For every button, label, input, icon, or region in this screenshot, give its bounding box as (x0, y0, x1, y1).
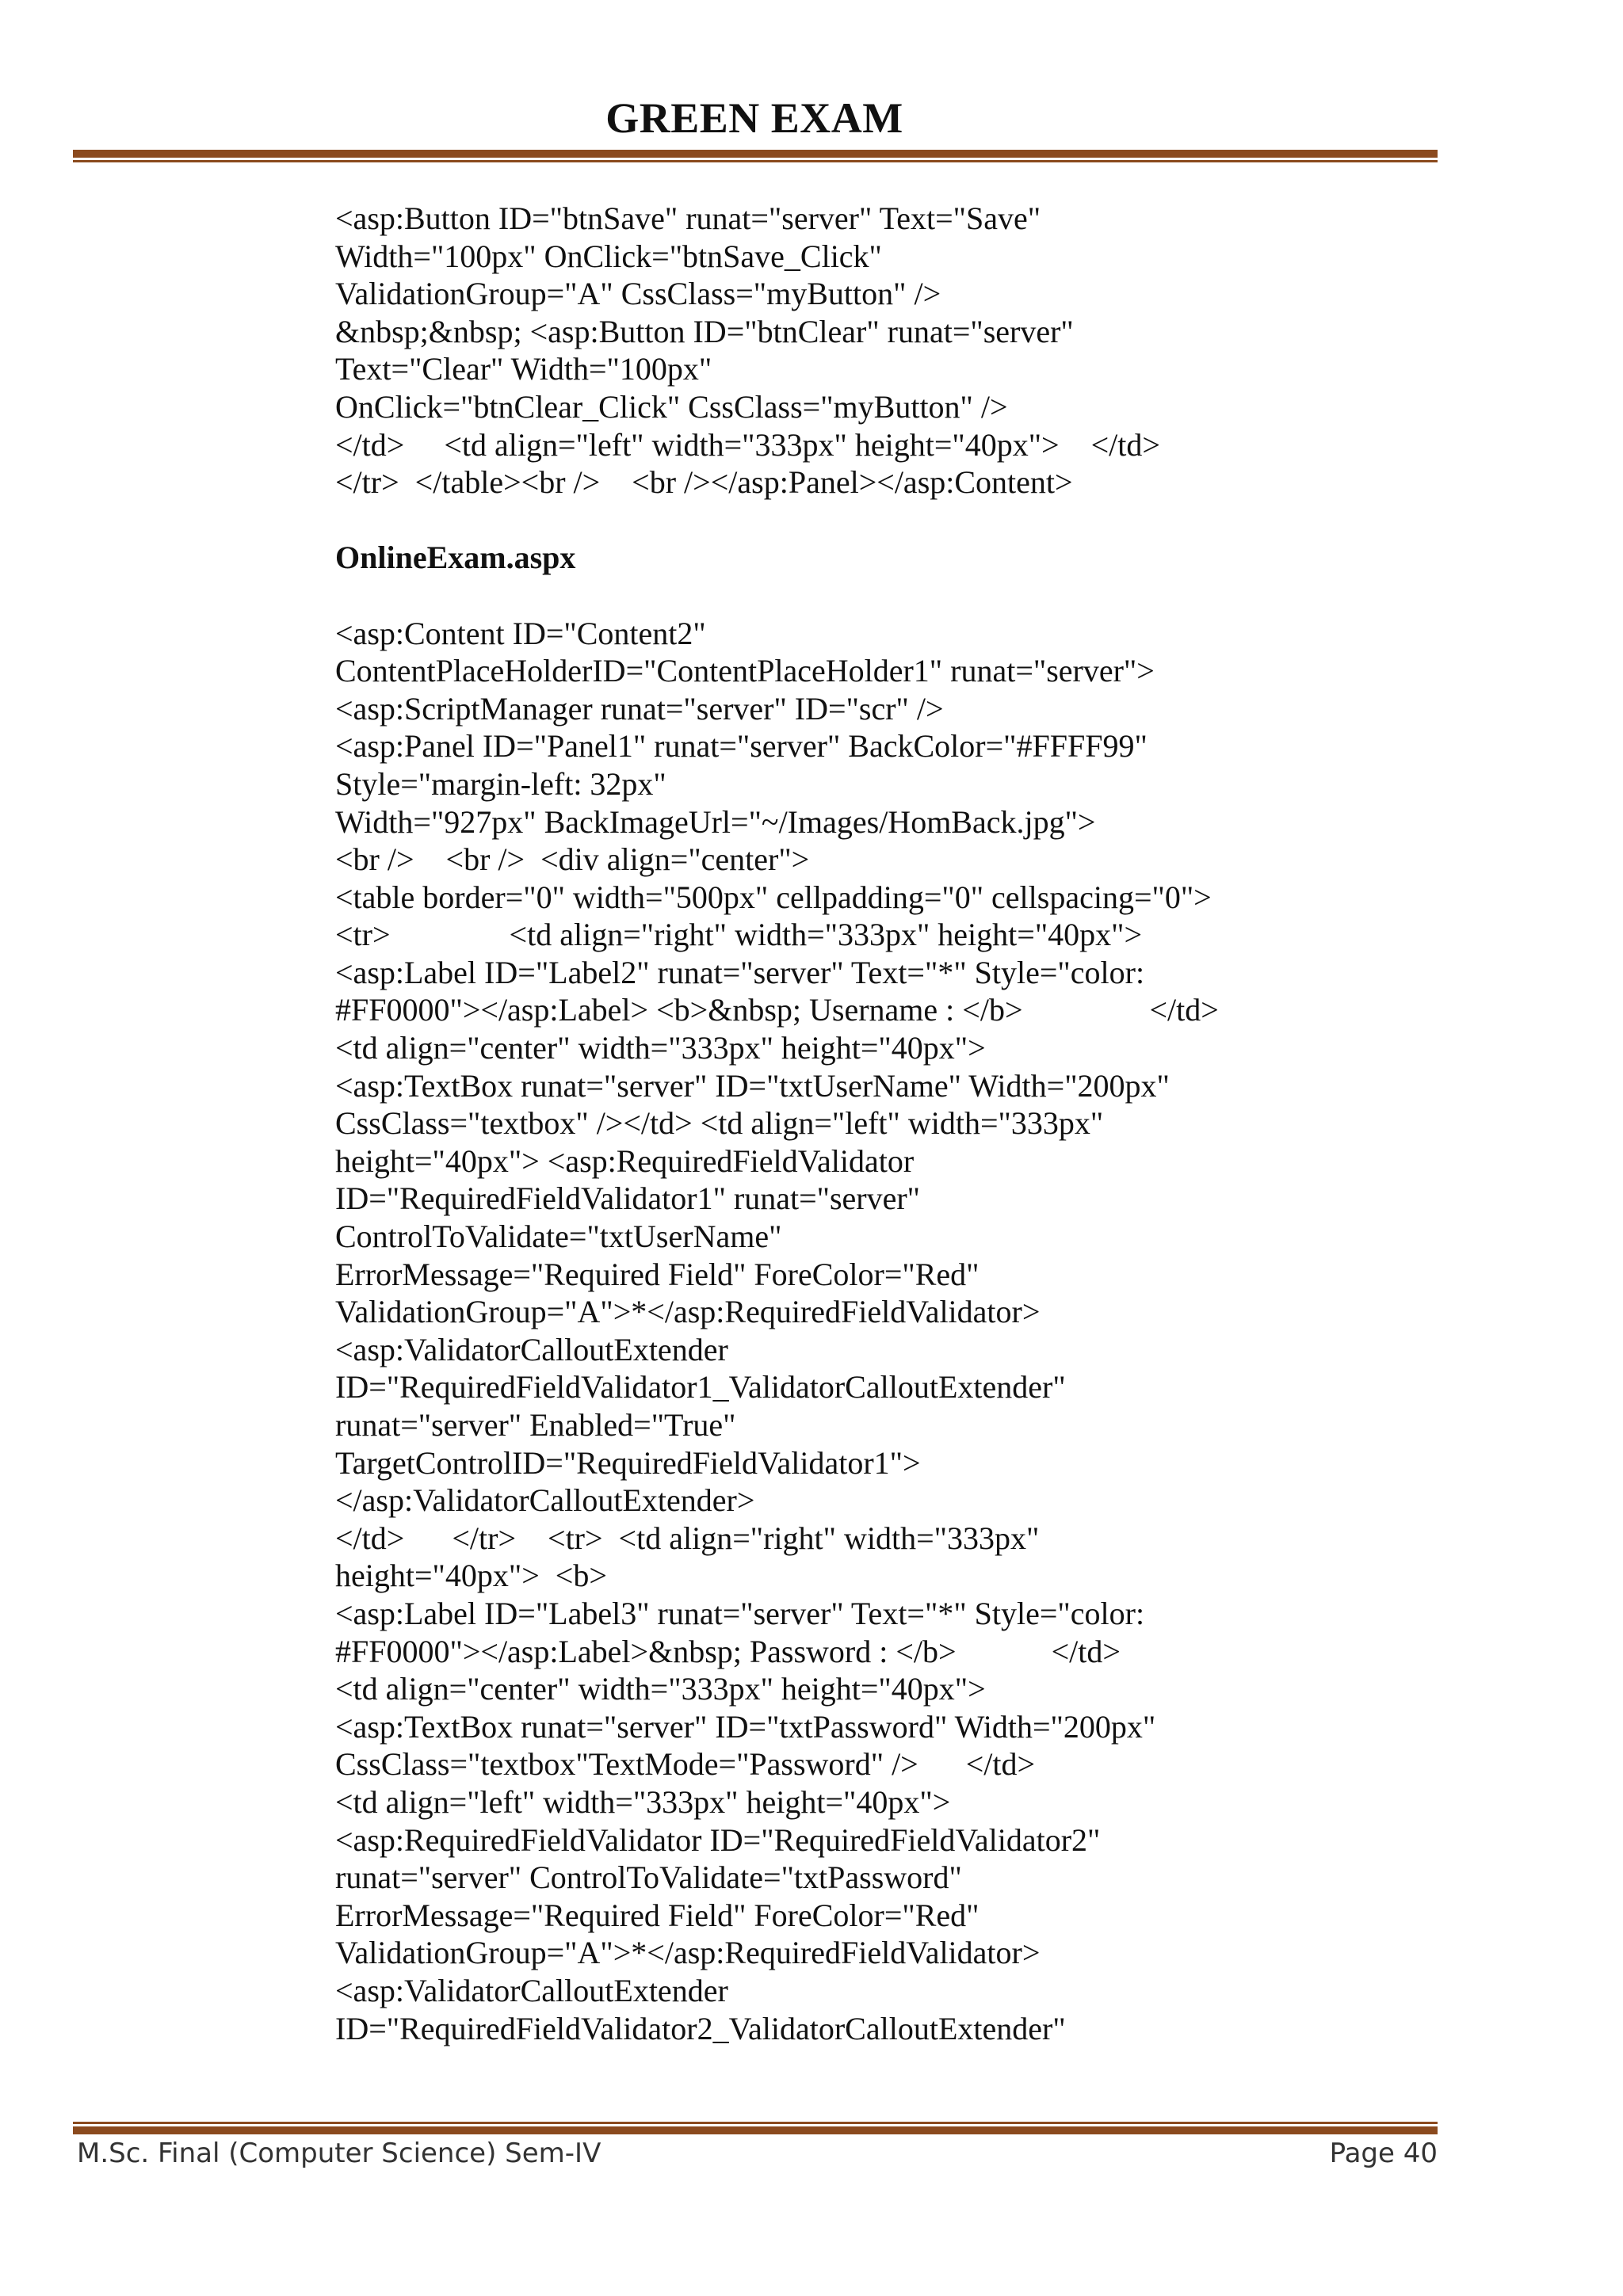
code-line: <td align="left" width="333px" height="40px"> (335, 1783, 951, 1820)
code-line: <asp:ScriptManager runat="server" ID="scr" /> (335, 690, 944, 727)
code-line: height="40px"> <b> (335, 1558, 607, 1594)
code-line: ErrorMessage="Required Field" ForeColor="Red" (335, 1256, 980, 1292)
code-line: <asp:Label ID="Label3" runat="server" Text="*" Style="color: (335, 1595, 1145, 1631)
code-line: CssClass="textbox"TextMode="Password" /> </td> (335, 1746, 1036, 1783)
code-line: <td align="center" width="333px" height="40px"> (335, 1671, 986, 1707)
code-line: Width="927px" BackImageUrl="~/Images/HomBack.jpg"> (335, 803, 1096, 840)
code-line: <td align="center" width="333px" height="40px"> (335, 1030, 986, 1066)
code-line: #FF0000"></asp:Label> <b>&nbsp; Username : </b> </td> (335, 992, 1219, 1028)
code-line: <asp:TextBox runat="server" ID="txtPassword" Width="200px" (335, 1708, 1156, 1745)
code-line: TargetControlID="RequiredFieldValidator1"> (335, 1444, 921, 1481)
code-line: OnClick="btnClear_Click" CssClass="myButton" /> (335, 388, 1008, 425)
code-line: <asp:RequiredFieldValidator ID="RequiredFieldValidator2" (335, 1821, 1101, 1858)
header-rule (73, 150, 1438, 162)
code-block-previous (335, 200, 1508, 502)
code-line: ContentPlaceHolderID="ContentPlaceHolder1" runat="server"> (335, 653, 1155, 689)
code-line: </td> </tr> <tr> <td align="right" width="333px" (335, 1520, 1040, 1556)
page-header-title: GREEN EXAM (605, 94, 903, 142)
code-line: ID="RequiredFieldValidator2_ValidatorCalloutExtender" (335, 2010, 1066, 2046)
code-line: runat="server" ControlToValidate="txtPassword" (335, 1859, 962, 1896)
code-line: <br /> <br /> <div align="center"> (335, 841, 810, 878)
code-line: Width="100px" OnClick="btnSave_Click" (335, 238, 882, 274)
code-line: <asp:Label ID="Label2" runat="server" Text="*" Style="color: (335, 954, 1145, 990)
footer-course-label: M.Sc. Final (Computer Science) Sem-IV (77, 2138, 601, 2169)
code-line: <tr> <td align="right" width="333px" height="40px"> (335, 917, 1143, 953)
code-line: <asp:ValidatorCalloutExtender (335, 1972, 728, 2008)
footer-rule (73, 2122, 1438, 2134)
code-line: #FF0000"></asp:Label>&nbsp; Password : </b> </td> (335, 1633, 1121, 1669)
footer-page-number: Page 40 (1329, 2138, 1438, 2169)
code-line: CssClass="textbox" /></td> <td align="left" width="333px" (335, 1105, 1104, 1142)
code-line: ValidationGroup="A" CssClass="myButton" /> (335, 276, 941, 312)
code-line: height="40px"> <asp:RequiredFieldValidator (335, 1142, 915, 1179)
code-line: <asp:TextBox runat="server" ID="txtUserName" Width="200px" (335, 1067, 1170, 1104)
code-line: runat="server" Enabled="True" (335, 1407, 736, 1443)
section-heading: OnlineExam.aspx (335, 540, 576, 576)
code-line: </td> <td align="left" width="333px" height="40px"> </td> (335, 426, 1160, 463)
code-line: ErrorMessage="Required Field" ForeColor="Red" (335, 1897, 980, 1933)
code-line: <asp:ValidatorCalloutExtender (335, 1331, 728, 1367)
code-line: ID="RequiredFieldValidator1_ValidatorCalloutExtender" (335, 1369, 1066, 1405)
code-line: <asp:Content ID="Content2" (335, 615, 706, 651)
code-line: <asp:Button ID="btnSave" runat="server" Text="Save" (335, 200, 1041, 236)
code-line: Text="Clear" Width="100px" (335, 351, 712, 387)
code-line: ID="RequiredFieldValidator1" runat="server" (335, 1180, 921, 1217)
code-line: Style="margin-left: 32px" (335, 765, 666, 802)
page-content (335, 200, 1508, 2047)
code-line: ValidationGroup="A">*</asp:RequiredFieldValidator> (335, 1935, 1041, 1971)
code-line: <asp:Panel ID="Panel1" runat="server" BackColor="#FFFF99" (335, 728, 1148, 765)
code-block-onlineexam (335, 615, 1508, 2048)
code-line: ValidationGroup="A">*</asp:RequiredFieldValidator> (335, 1294, 1041, 1330)
code-line: </asp:ValidatorCalloutExtender> (335, 1482, 755, 1519)
code-line: </tr> </table><br /> <br /></asp:Panel></asp:Content> (335, 464, 1073, 501)
code-line: &nbsp;&nbsp; <asp:Button ID="btnClear" runat="server" (335, 313, 1074, 349)
code-line: ControlToValidate="txtUserName" (335, 1219, 782, 1255)
code-line: <table border="0" width="500px" cellpadding="0" cellspacing="0"> (335, 879, 1212, 915)
